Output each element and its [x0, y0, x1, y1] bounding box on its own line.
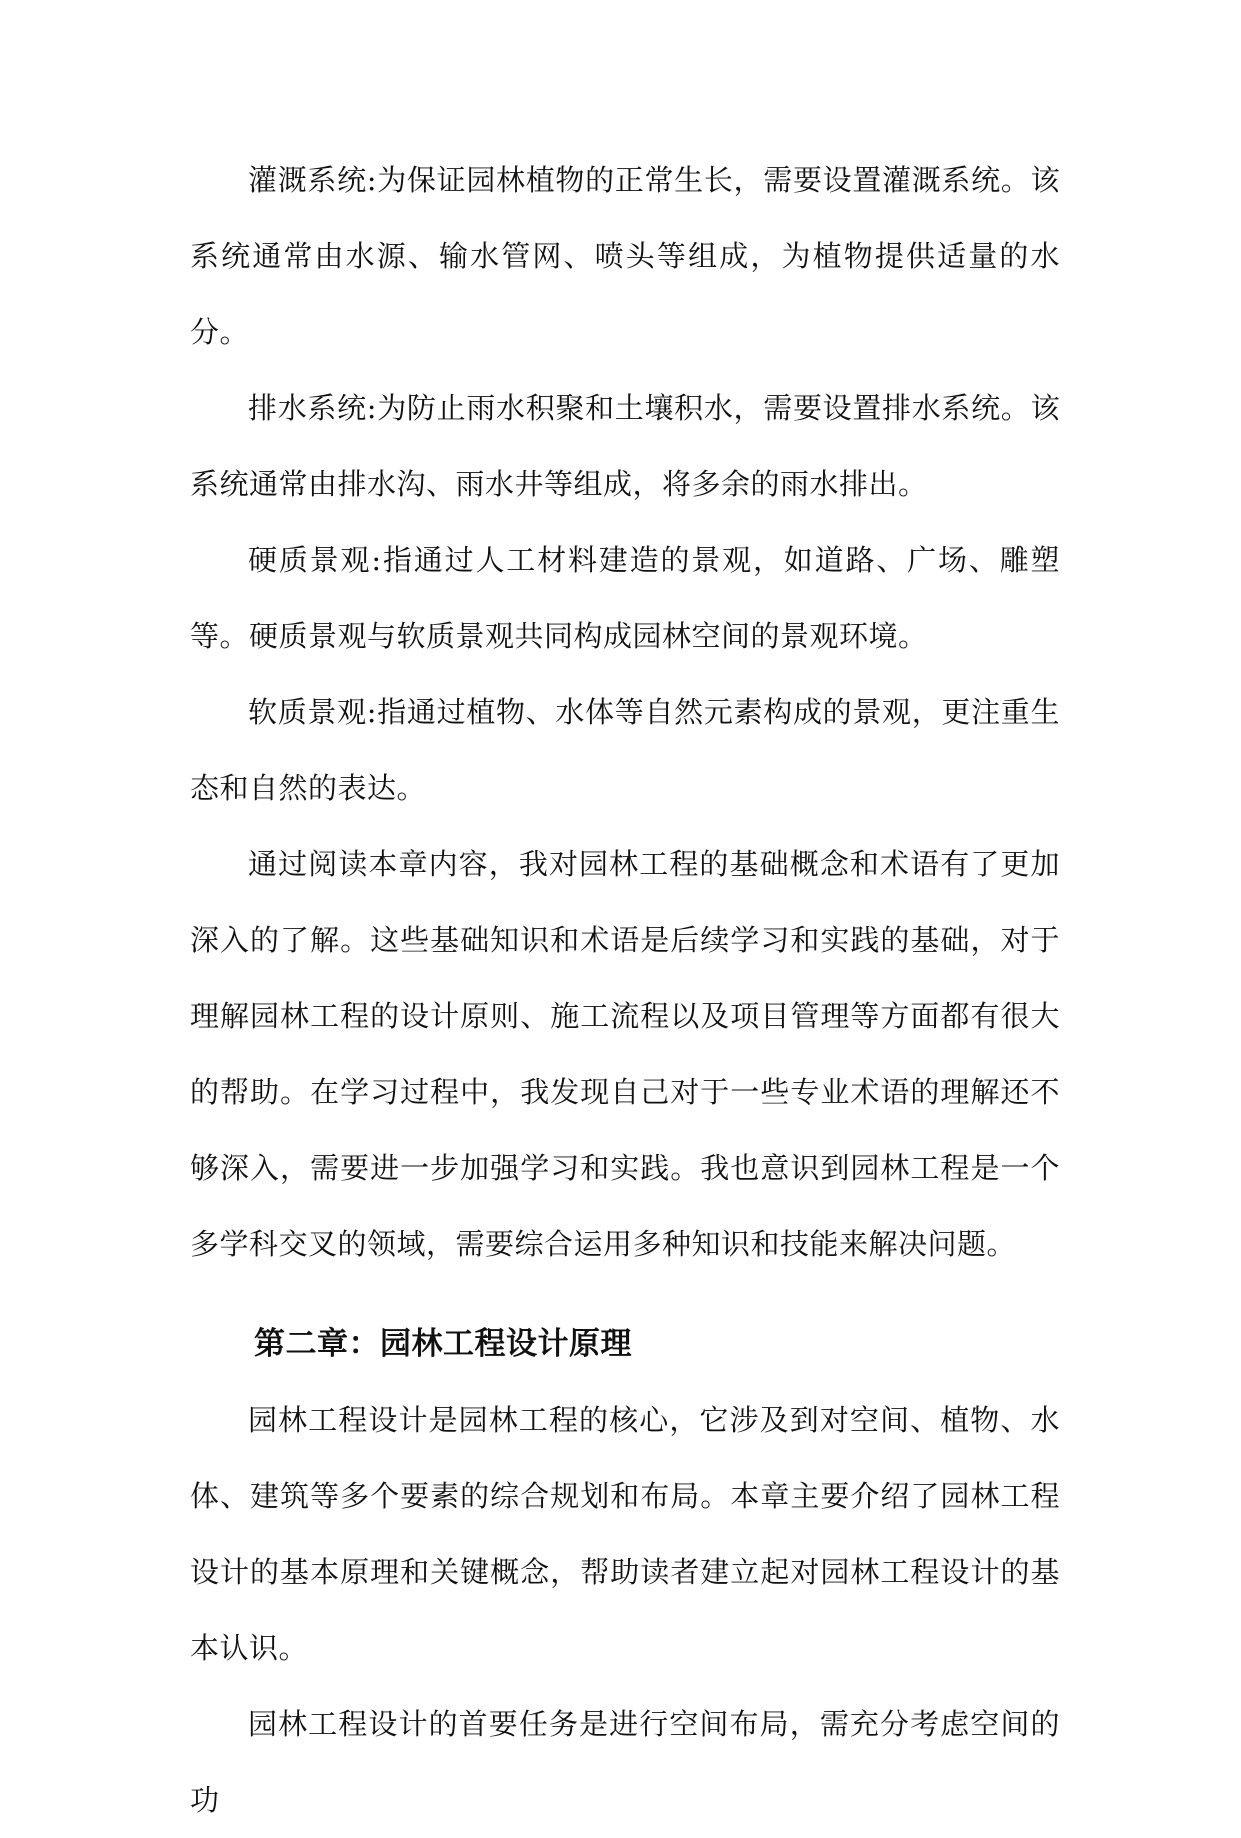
term-label: 排水系统: — [248, 391, 378, 425]
document-page — [190, 142, 1060, 1838]
paragraph-softscape — [190, 674, 1060, 826]
term-definition: 为保证园林植物的正常生长，需要设置灌溉系统。该系统通常由水源、输水管网、喷头等组成，为植物提供适量的水分。 — [190, 163, 1060, 349]
term-definition: 指通过人工材料建造的景观，如道路、广场、雕塑等。硬质景观与软质景观共同构成园林空间的景观环境。 — [190, 543, 1060, 653]
paragraph-irrigation-system — [190, 142, 1060, 370]
term-definition: 指通过植物、水体等自然元素构成的景观，更注重生态和自然的表达。 — [190, 695, 1060, 805]
term-label: 软质景观: — [248, 695, 378, 729]
term-label: 灌溉系统: — [248, 163, 378, 197]
term-definition: 为防止雨水积聚和土壤积水，需要设置排水系统。该系统通常由排水沟、雨水井等组成，将多余的雨水排出。 — [190, 391, 1060, 501]
paragraph-hardscape — [190, 522, 1060, 674]
chapter-heading: 第二章：园林工程设计原理 — [254, 1326, 632, 1362]
paragraph-chapter-summary: 通过阅读本章内容，我对园林工程的基础概念和术语有了更加深入的了解。这些基础知识和术语是后续学习和实践的基础，对于理解园林工程的设计原则、施工流程以及项目管理等方面都有很大的帮助。在学习过程中，我发现自己对于一些专业术语的理解还不够深入，需要进一步加强学习和实践。我也意识到园林工程是一个多学科交叉的领域，需要综合运用多种知识和技能来解决问题。 — [190, 847, 1060, 1261]
paragraph-space-layout: 园林工程设计的首要任务是进行空间布局，需充分考虑空间的功 — [190, 1707, 1060, 1817]
paragraph-drainage-system — [190, 370, 1060, 522]
paragraph-design-intro: 园林工程设计是园林工程的核心，它涉及到对空间、植物、水体、建筑等多个要素的综合规划和布局。本章主要介绍了园林工程设计的基本原理和关键概念，帮助读者建立起对园林工程设计的基本认识。 — [190, 1403, 1060, 1665]
term-label: 硬质景观: — [248, 543, 382, 577]
